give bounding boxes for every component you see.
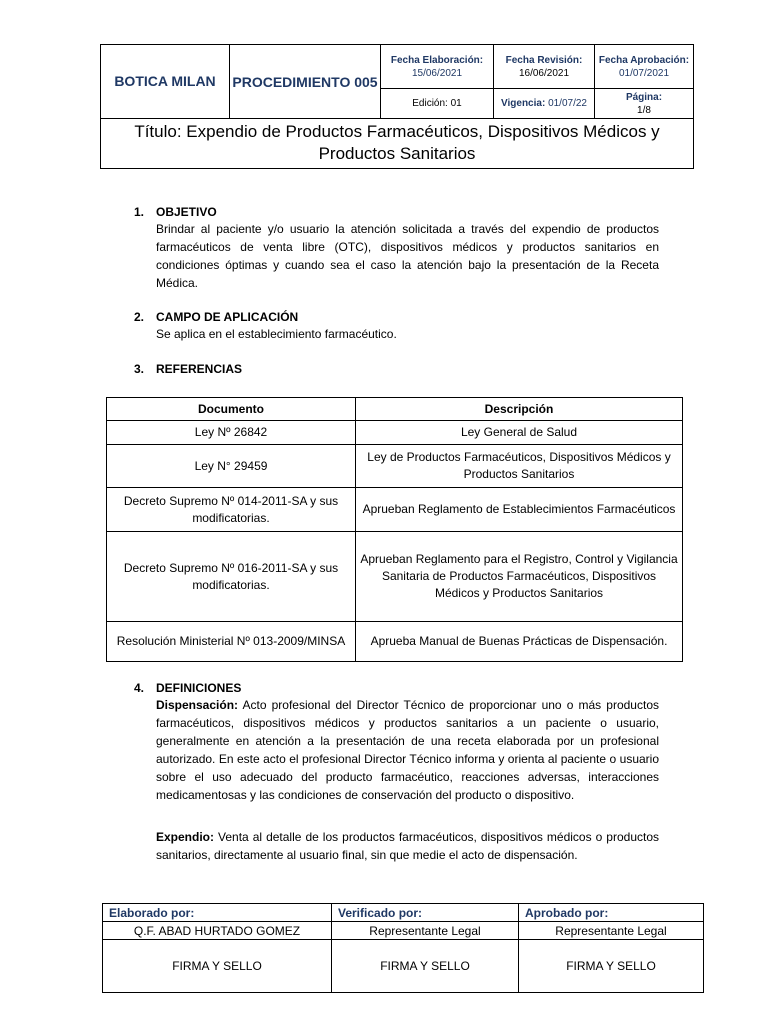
signature-stamp-row — [103, 940, 704, 993]
definition-text: Venta al detalle de los productos farmacéuticos, dispositivos médicos o productos sanitarios, directamente al usuario final, sin que medie el acto de dispensación. — [156, 830, 659, 862]
aprobado-name: Representante Legal — [519, 922, 704, 940]
table-row — [107, 622, 683, 662]
signature-header-row — [103, 904, 704, 922]
pagina-value: 1/8 — [637, 104, 651, 116]
cell-documento: Ley Nº 26842 — [107, 421, 356, 445]
firma-sello-aprobado: FIRMA Y SELLO — [519, 940, 704, 993]
table-header-row — [107, 398, 683, 421]
cell-documento: Decreto Supremo Nº 016-2011-SA y sus modificatorias. — [107, 532, 356, 622]
pagina-cell — [595, 89, 694, 119]
fecha-aprobacion-value: 01/07/2021 — [618, 67, 670, 79]
section-title: DEFINICIONES — [156, 681, 242, 695]
fecha-aprobacion-cell — [595, 45, 694, 89]
elaborado-name: Q.F. ABAD HURTADO GOMEZ — [103, 922, 332, 940]
section-number: 3. — [134, 362, 145, 376]
section-number: 4. — [134, 681, 145, 695]
section-campo-heading — [134, 308, 298, 326]
verificado-label: Verificado por: — [332, 904, 519, 922]
firma-sello-elaborado: FIRMA Y SELLO — [103, 940, 332, 993]
table-row — [107, 532, 683, 622]
definicion-dispensacion — [156, 696, 659, 804]
cell-documento: Decreto Supremo Nº 014-2011-SA y sus modificatorias. — [107, 488, 356, 532]
section-objetivo-text: Brindar al paciente y/o usuario la atención solicitada a través del expendio de productos farmacéuticos de venta libre (OTC), dispositivos médicos y productos sanitarios en condiciones óptimas y cuando sea el caso la atención bajo la presentación de la Receta Médica. — [156, 222, 659, 290]
fecha-revision-label: Fecha Revisión: — [505, 54, 583, 66]
section-title: CAMPO DE APLICACIÓN — [156, 310, 299, 324]
term-expendio: Expendio: — [156, 830, 215, 844]
table-row — [107, 488, 683, 532]
edicion-cell: Edición: 01 — [381, 89, 494, 119]
table-row — [107, 421, 683, 445]
document-title: Título: Expendio de Productos Farmacéuticos, Dispositivos Médicos y Productos Sanitarios — [101, 119, 694, 169]
column-header-descripcion: Descripción — [356, 398, 683, 421]
cell-documento: Resolución Ministerial Nº 013-2009/MINSA — [107, 622, 356, 662]
section-campo-text: Se aplica en el establecimiento farmacéutico. — [156, 327, 397, 341]
cell-descripcion: Aprueban Reglamento de Establecimientos Farmacéuticos — [356, 488, 683, 532]
table-row — [107, 445, 683, 488]
fecha-elaboracion-cell — [381, 45, 494, 89]
term-dispensacion: Dispensación: — [156, 698, 239, 712]
cell-documento: Ley N° 29459 — [107, 445, 356, 488]
vigencia-cell — [494, 89, 595, 119]
section-objetivo-heading — [134, 203, 217, 221]
aprobado-label: Aprobado por: — [519, 904, 704, 922]
section-referencias-heading — [134, 360, 242, 378]
cell-descripcion: Ley General de Salud — [356, 421, 683, 445]
elaborado-label: Elaborado por: — [103, 904, 332, 922]
vigencia-label: Vigencia: — [501, 98, 546, 109]
pagina-label: Página: — [625, 91, 663, 103]
procedure-code: PROCEDIMIENTO 005 — [230, 45, 381, 119]
fecha-aprobacion-label: Fecha Aprobación: — [598, 54, 690, 66]
signature-table — [102, 903, 704, 993]
section-number: 1. — [134, 205, 145, 219]
section-title: OBJETIVO — [156, 205, 217, 219]
fecha-elaboracion-label: Fecha Elaboración: — [390, 54, 484, 66]
column-header-documento: Documento — [107, 398, 356, 421]
cell-descripcion: Aprueban Reglamento para el Registro, Control y Vigilancia Sanitaria de Productos Farmacéuticos, Dispositivos Médicos y Productos Sanitarios — [356, 532, 683, 622]
company-name: BOTICA MILAN — [101, 45, 230, 119]
fecha-elaboracion-value: 15/06/2021 — [411, 67, 463, 79]
vigencia-value: 01/07/22 — [548, 98, 587, 109]
cell-descripcion: Aprueba Manual de Buenas Prácticas de Dispensación. — [356, 622, 683, 662]
signature-names-row — [103, 922, 704, 940]
section-definiciones-heading — [134, 679, 241, 697]
definicion-expendio — [156, 828, 659, 864]
definition-text: Acto profesional del Director Técnico de proporcionar uno o más productos farmacéuticos, dispositivos médicos y productos sanitarios a un paciente o usuario, generalmente en atención a la presentación de una receta elaborada por un profesional autorizado. En este acto el profesional Director Técnico informa y orienta al paciente o usuario sobre el uso adecuado del producto farmacéutico, reacciones adversas, interacciones medicamentosas y las condiciones de conservación del producto o dispositivo. — [156, 698, 659, 802]
section-number: 2. — [134, 310, 145, 324]
fecha-revision-cell — [494, 45, 595, 89]
document-header — [100, 44, 694, 169]
verificado-name: Representante Legal — [332, 922, 519, 940]
section-title: REFERENCIAS — [156, 362, 243, 376]
cell-descripcion: Ley de Productos Farmacéuticos, Dispositivos Médicos y Productos Sanitarios — [356, 445, 683, 488]
firma-sello-verificado: FIRMA Y SELLO — [332, 940, 519, 993]
fecha-revision-value: 16/06/2021 — [518, 67, 570, 79]
references-table — [106, 397, 683, 662]
